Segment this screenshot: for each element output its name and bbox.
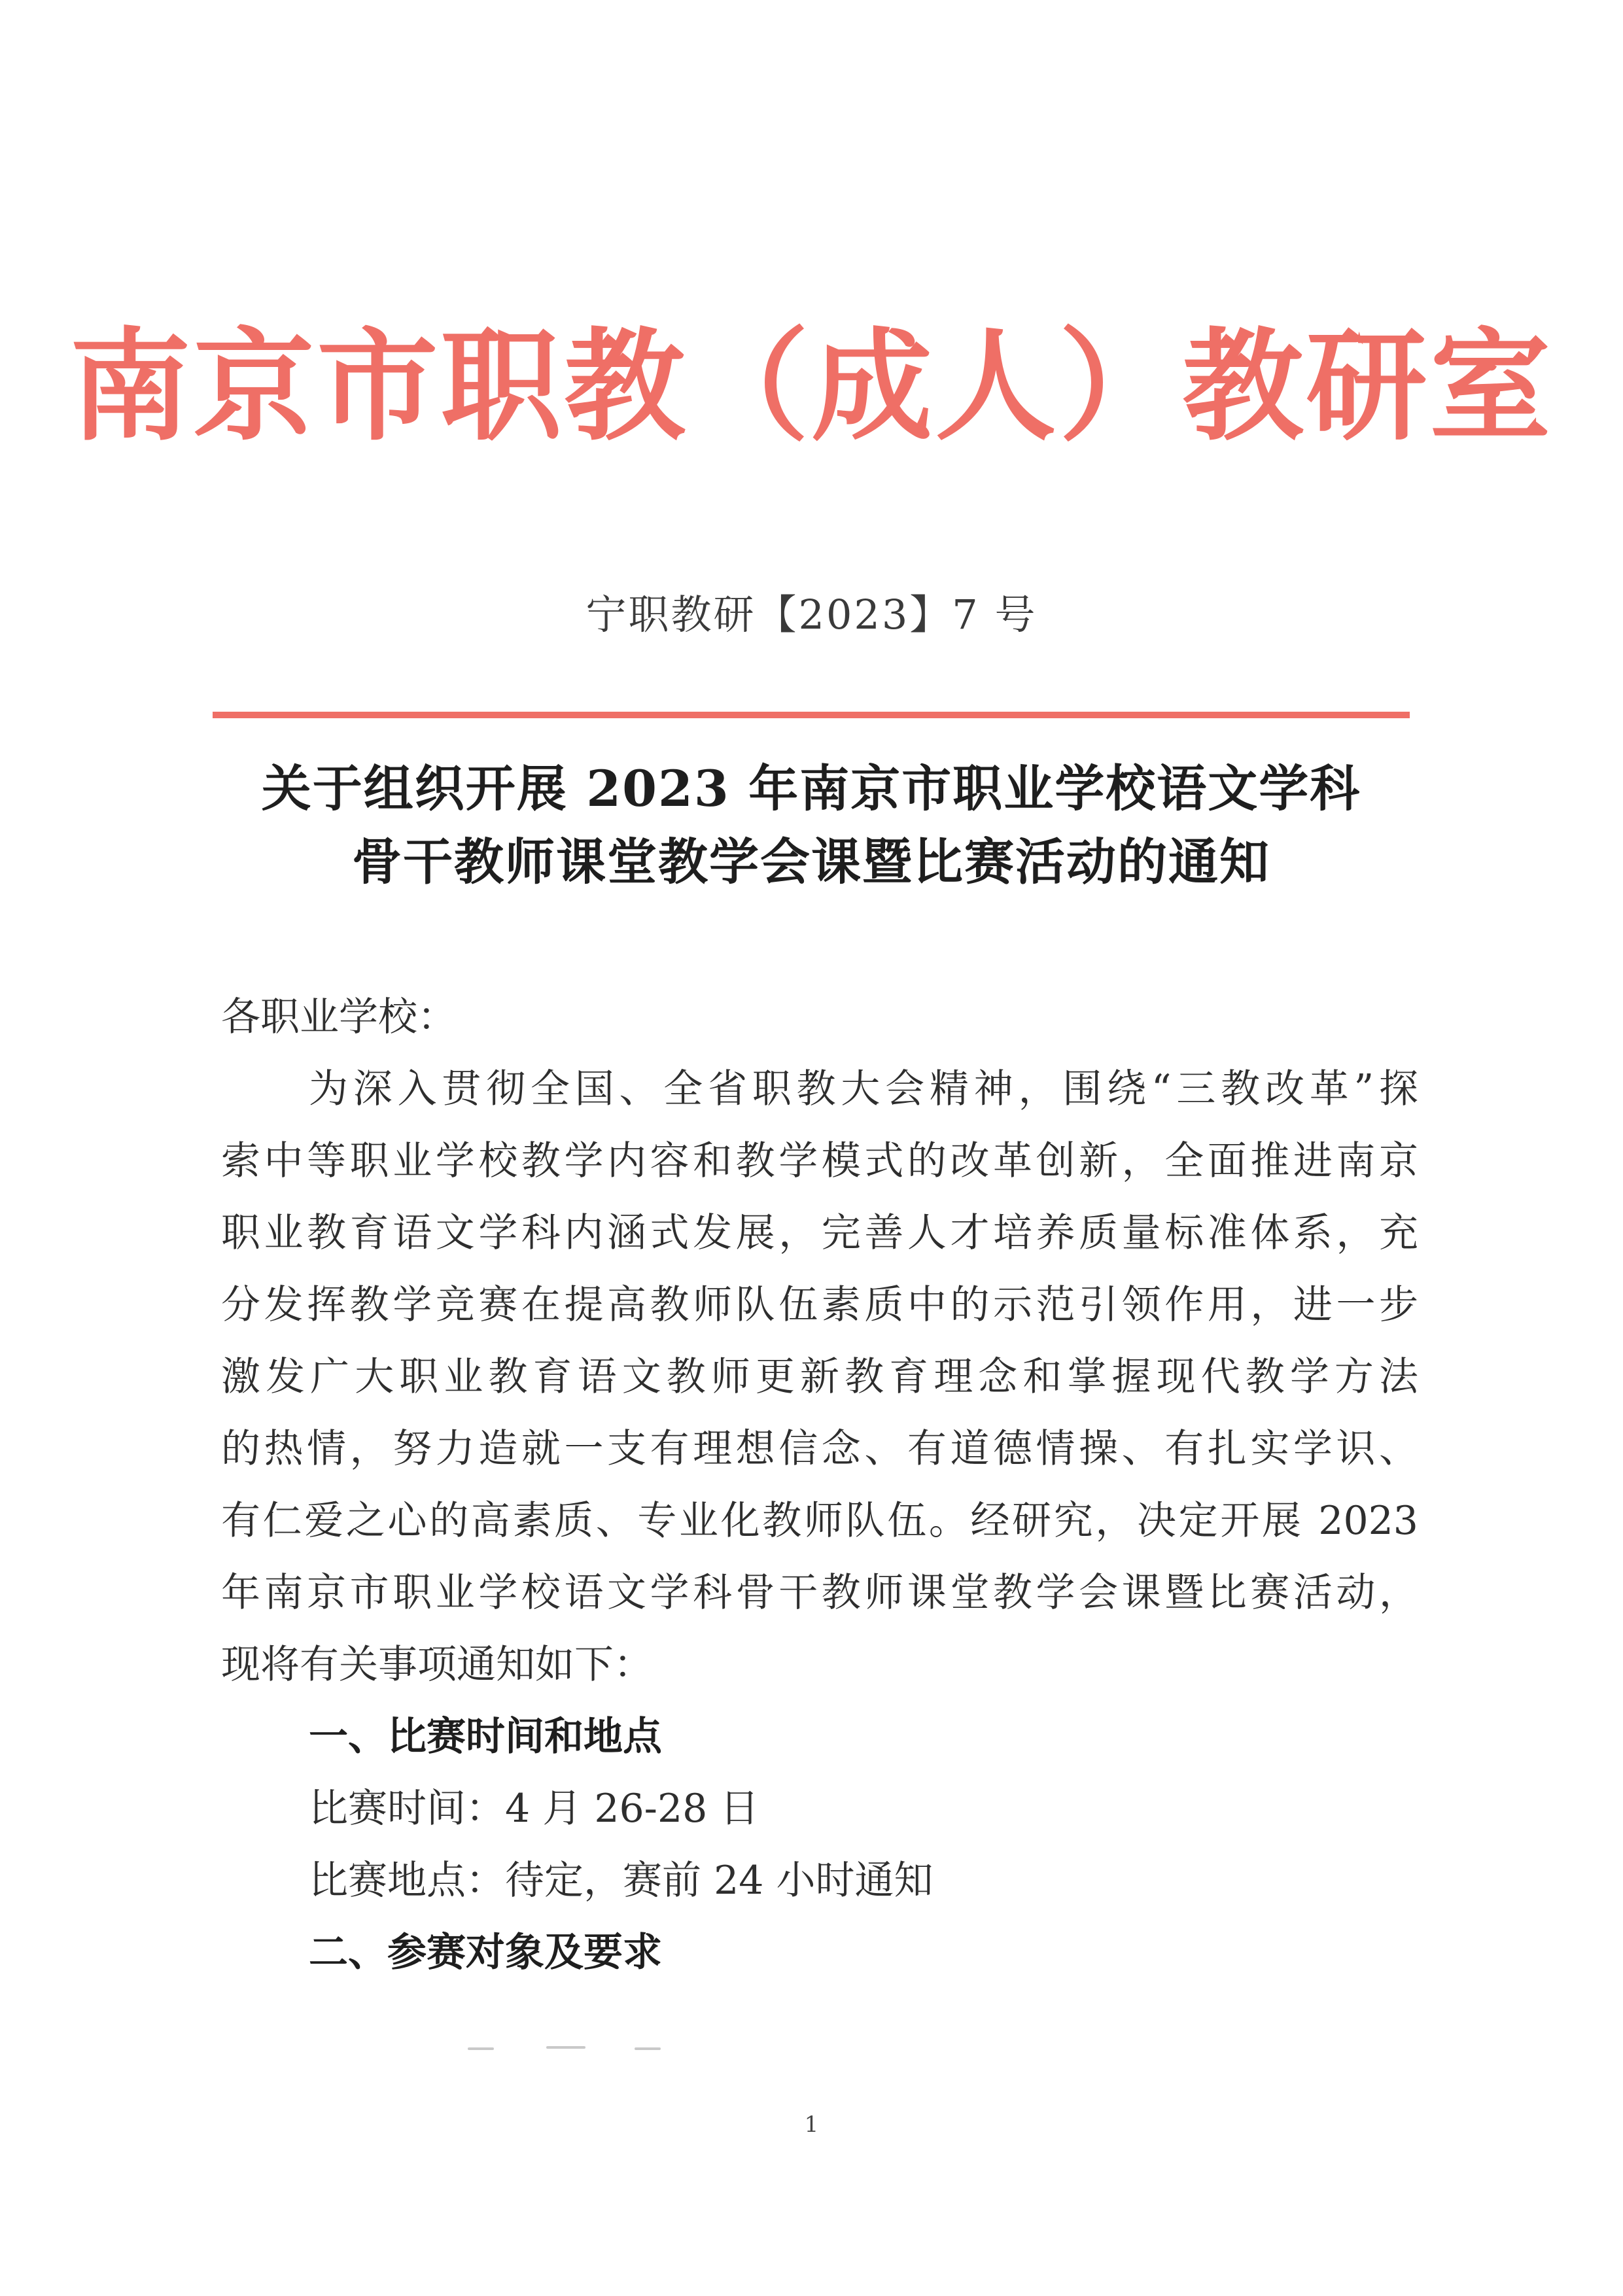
paragraph-line: 有仁爱之心的高素质、专业化教师队伍。经研究，决定开展 2023 <box>221 1498 1418 1544</box>
org-header: 南京市职教（成人）教研室 <box>69 315 1554 457</box>
paragraph-line: 现将有关事项通知如下： <box>221 1642 653 1688</box>
section-heading: 一、比赛时间和地点 <box>309 1714 662 1760</box>
page-number: 1 <box>804 2112 819 2138</box>
paragraph-line: 职业教育语文学科内涵式发展，完善人才培养质量标准体系，充 <box>221 1210 1418 1256</box>
scan-artifact <box>546 2046 585 2049</box>
section-heading: 二、参赛对象及要求 <box>309 1930 662 1975</box>
header-divider <box>213 712 1410 718</box>
paragraph-line: 年南京市职业学校语文学科骨干教师课堂教学会课暨比赛活动， <box>221 1570 1418 1616</box>
salutation: 各职业学校： <box>221 994 457 1040</box>
document-number: 宁职教研【2023】7 号 <box>585 591 1038 638</box>
title-line-2: 骨干教师课堂教学会课暨比赛活动的通知 <box>352 833 1270 891</box>
paragraph-line: 激发广大职业教育语文教师更新教育理念和掌握现代教学方法 <box>221 1354 1418 1400</box>
paragraph-line: 为深入贯彻全国、全省职教大会精神，围绕“三教改革”探 <box>309 1066 1418 1112</box>
paragraph-line: 的热情，努力造就一支有理想信念、有道德情操、有扎实学识、 <box>221 1426 1418 1472</box>
scan-artifact <box>635 2047 661 2050</box>
paragraph-line: 分发挥教学竞赛在提高教师队伍素质中的示范引领作用，进一步 <box>221 1282 1418 1328</box>
paragraph-line: 索中等职业学校教学内容和教学模式的改革创新，全面推进南京 <box>221 1138 1418 1184</box>
document-body <box>221 981 1418 1989</box>
competition-place: 比赛地点：待定，赛前 24 小时通知 <box>309 1858 934 1904</box>
document-title <box>196 752 1426 899</box>
scan-artifact <box>468 2047 494 2050</box>
title-line-1: 关于组织开展 2023 年南京市职业学校语文学科 <box>261 759 1361 818</box>
competition-time: 比赛时间：4 月 26-28 日 <box>309 1786 759 1832</box>
